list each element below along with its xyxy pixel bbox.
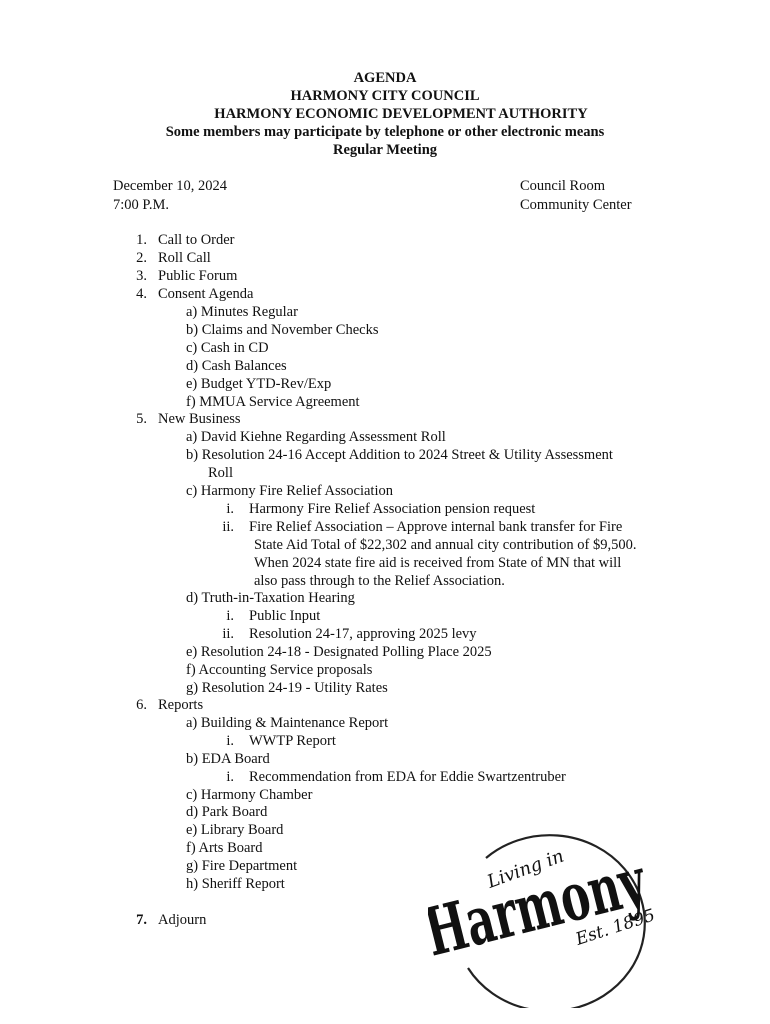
subitem: g) Resolution 24-19 - Utility Rates (186, 680, 388, 696)
subitem: c) Harmony Chamber (186, 787, 313, 803)
sub-subitem-continuation: State Aid Total of $22,302 and annual city contribution of $9,500. (254, 537, 637, 553)
meeting-room: Council Room (520, 178, 605, 194)
subitem: f) Arts Board (186, 840, 263, 856)
item-number: 4. (136, 286, 147, 302)
header-meeting-type: Regular Meeting (332, 142, 438, 158)
meeting-date: December 10, 2024 (113, 178, 227, 194)
roman-number: i. (226, 733, 234, 749)
item-number: 3. (136, 268, 147, 284)
subitem: c) Cash in CD (186, 340, 269, 356)
agenda-header (0, 69, 770, 159)
sub-subitem-text: Harmony Fire Relief Association pension request (249, 501, 536, 517)
sub-subitem-continuation: When 2024 state fire aid is received from State of MN that will (254, 555, 622, 571)
item-number: 5. (136, 411, 147, 427)
subitem: e) Budget YTD-Rev/Exp (186, 376, 332, 392)
sub-subitem-continuation: also pass through to the Relief Association. (254, 573, 505, 589)
roman-number: ii. (222, 626, 234, 642)
meeting-datetime (113, 177, 227, 215)
subitem: d) Truth-in-Taxation Hearing (186, 590, 355, 606)
subitem: d) Cash Balances (186, 358, 287, 374)
roman-number: ii. (222, 519, 234, 535)
subitem: d) Park Board (186, 804, 268, 820)
subitem-continuation: Roll (208, 465, 233, 481)
roman-number: i. (226, 769, 234, 785)
sub-subitem-text: Recommendation from EDA for Eddie Swartzentruber (249, 769, 566, 785)
sub-subitem-text: Fire Relief Association – Approve internal bank transfer for Fire (249, 519, 623, 535)
living-in-harmony-logo (428, 818, 668, 1008)
sub-subitem-text: Public Input (249, 608, 321, 624)
item-text: Reports (158, 697, 204, 713)
item-text: Consent Agenda (158, 286, 254, 302)
sub-subitem-text: Resolution 24-17, approving 2025 levy (249, 626, 477, 642)
roman-number: i. (226, 501, 234, 517)
subitem: f) MMUA Service Agreement (186, 394, 360, 410)
header-title: AGENDA (353, 70, 417, 86)
subitem: b) Resolution 24-16 Accept Addition to 2024 Street & Utility Assessment (186, 447, 613, 463)
item-number: 2. (136, 250, 147, 266)
subitem: a) Building & Maintenance Report (186, 715, 389, 731)
header-eda: HARMONY ECONOMIC DEVELOPMENT AUTHORITY (214, 106, 588, 122)
item-text: Adjourn (158, 912, 207, 928)
subitem: a) David Kiehne Regarding Assessment Roll (186, 429, 446, 445)
header-note: Some members may participate by telephone or other electronic means (165, 124, 605, 140)
item-text: Roll Call (158, 250, 211, 266)
meeting-location (520, 177, 632, 215)
item-number: 7. (136, 912, 147, 928)
logo-est-text: Est. 1895 (573, 905, 658, 950)
subitem: e) Library Board (186, 822, 284, 838)
item-number: 1. (136, 232, 147, 248)
subitem: h) Sheriff Report (186, 876, 285, 892)
logo-top-text: Living in (484, 845, 567, 893)
meeting-time: 7:00 P.M. (113, 197, 170, 213)
subitem: a) Minutes Regular (186, 304, 298, 320)
item-text: Public Forum (158, 268, 238, 284)
subitem: b) EDA Board (186, 751, 270, 767)
subitem: c) Harmony Fire Relief Association (186, 483, 393, 499)
subitem: f) Accounting Service proposals (186, 662, 373, 678)
item-number: 6. (136, 697, 147, 713)
header-council: HARMONY CITY COUNCIL (290, 88, 480, 104)
subitem: b) Claims and November Checks (186, 322, 379, 338)
meeting-venue: Community Center (520, 197, 632, 213)
subitem: e) Resolution 24-18 - Designated Polling Place 2025 (186, 644, 492, 660)
logo-graphic (428, 818, 668, 1008)
logo-main-text: Harmony (428, 818, 668, 972)
item-text: Call to Order (158, 232, 235, 248)
subitem: g) Fire Department (186, 858, 298, 874)
item-text: New Business (158, 411, 241, 427)
roman-number: i. (226, 608, 234, 624)
sub-subitem-text: WWTP Report (249, 733, 336, 749)
